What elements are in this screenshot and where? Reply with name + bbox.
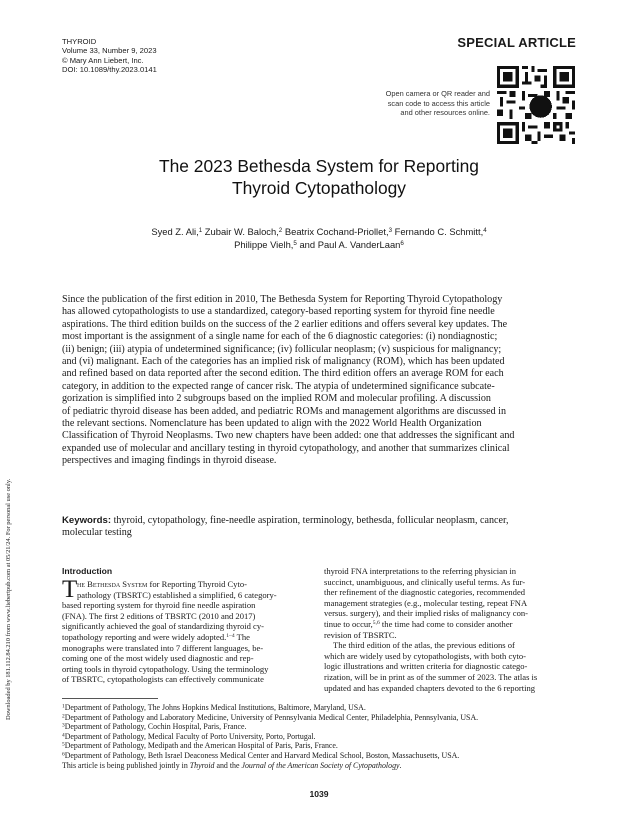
affiliation-item: [62, 713, 576, 723]
abstract-line: perspectives and imaging findings in thyroid disease.: [62, 455, 277, 467]
text-line: versus. surgery), and their implied risks of malignancy con-: [324, 608, 528, 619]
qr-note-line: Open camera or QR reader and: [385, 89, 490, 98]
article-type: SPECIAL ARTICLE: [457, 35, 576, 50]
author-affil-ref: 2: [278, 227, 283, 234]
author-name: Syed Z. Ali,: [151, 226, 199, 237]
text-fragment: the time had come to consider another: [379, 618, 513, 629]
journal-doi[interactable]: DOI: 10.1089/thy.2023.0141: [62, 65, 157, 75]
drop-cap: T: [62, 576, 78, 603]
author-list: [62, 226, 576, 251]
qr-note-line: scan code to access this article: [387, 98, 490, 108]
download-watermark: Downloaded by 181.112.84.210 from www.liebertpub.com at 05/21/24. For personal use only.: [5, 478, 12, 720]
text-line: logic illustrations and written criteria for diagnostic catego-: [324, 661, 528, 672]
title-line: Thyroid Cytopathology: [232, 177, 406, 198]
affiliations: [62, 703, 576, 770]
abstract-line: aspirations. The third edition builds on the success of the 2 earlier editions and offers several key updates. The: [62, 318, 508, 330]
journal-info: [62, 37, 157, 75]
affiliation-item: [62, 741, 576, 751]
text-line: updated and has expanded chapters devoted to the 6 reporting: [324, 682, 535, 693]
keywords: [62, 515, 576, 540]
author-affil-ref: 4: [483, 227, 487, 234]
journal-volume: Volume 33, Number 9, 2023: [62, 46, 157, 56]
text-fragment: for Reporting Thyroid Cyto-: [147, 579, 247, 589]
abstract-line: and refined based on data reported after the second edition. The third edition offers an average ROM for each: [62, 368, 504, 380]
affiliation-number: 2: [62, 713, 65, 719]
text-line: rization, will be in print as of the summer of 2023. The atlas is: [324, 671, 538, 682]
abstract-line: and (vi) malignant. Each of the categories has an implied risk of malignancy (ROM), which has been updated: [62, 356, 505, 368]
abstract-line: Classification of Thyroid Neoplasms. Two new chapters have been added: one that addresses the significant and: [62, 430, 515, 442]
affiliation-number: 6: [62, 751, 65, 758]
text-line: significantly achieved the goal of standardizing thyroid cy-: [62, 621, 264, 632]
text-line: [324, 640, 577, 651]
note-text: This article is being published jointly in: [62, 760, 190, 770]
abstract: [62, 294, 576, 468]
abstract-line: most important is the assignment of a single name for each of the 6 diagnostic categories: (i) nondiagnostic;: [62, 331, 498, 343]
journal-title: Journal of the American Society of Cytopathology: [241, 760, 400, 770]
affiliation-number: 3: [62, 722, 65, 729]
affiliation-text: Department of Pathology, The Johns Hopkins Medical Institutions, Baltimore, Maryland, USA.: [64, 703, 366, 712]
text-line: management strategies (e.g., molecular testing, repeat FNA: [324, 597, 528, 608]
text-fragment: The third edition of the atlas, the previous editions of: [333, 640, 515, 651]
affiliation-number: 1: [62, 703, 65, 710]
intro-column-right: [324, 566, 577, 693]
journal-title: Thyroid: [189, 760, 215, 770]
text-fragment: topathology reporting and were widely adopted.: [62, 631, 227, 642]
affiliation-item: [62, 751, 576, 761]
text-line: ther refinement of the diagnostic categories, recommended: [324, 587, 526, 598]
text-line: [62, 632, 315, 643]
text-line: orting tools in thyroid cytopathology. Using the terminology: [62, 663, 269, 674]
abstract-line: has allowed cytopathologists to use a standardized, category-based reporting system for thyroid fine needle: [62, 306, 495, 318]
keywords-line: [62, 515, 576, 527]
affiliation-text: Department of Pathology, Medical Faculty of Porto University, Porto, Portugal.: [64, 731, 316, 741]
text-line: succinct, unambiguous, and clinically useful terms. As fur-: [324, 576, 526, 587]
author-name: and Paul A. VanderLaan: [296, 238, 401, 250]
text-line: monographs were translated into 7 different languages, be-: [62, 642, 264, 653]
author-affil-ref: 6: [400, 239, 404, 247]
affiliation-number: 5: [62, 741, 65, 748]
abstract-line: expanded use of molecular and ancillary testing in thyroid cytopathology, and another that summarizes clinical: [62, 442, 510, 454]
qr-note: [350, 89, 490, 118]
qr-code-icon[interactable]: [497, 66, 575, 144]
text-fragment: tinue to occur,: [324, 618, 373, 629]
note-text: and the: [214, 760, 242, 770]
journal-name: THYROID: [62, 37, 97, 46]
keywords-text: thyroid, cytopathology, fine-needle aspiration, terminology, bethesda, follicular neoplasm, cancer,: [111, 515, 509, 526]
abstract-line: (ii) benign; (iii) atypia of undetermined significance; (iv) follicular neoplasm; (v) suspicious for malignancy;: [62, 343, 502, 355]
note-text: .: [399, 760, 402, 770]
text-line: (FNA). The first 2 editions of TBSRTC (2010 and 2017): [62, 610, 256, 621]
title-line: The 2023 Bethesda System for Reporting: [159, 156, 479, 176]
affiliation-item: [62, 722, 576, 732]
text-line: coming one of the most widely used diagnostic and rep-: [62, 653, 254, 664]
keywords-label: Keywords:: [62, 515, 112, 526]
affiliation-text: Department of Pathology, Cochin Hospital, Paris, France.: [64, 722, 247, 732]
text-line: which are widely used by cytopathologists, with both cyto-: [324, 650, 527, 661]
affiliation-text: Department of Pathology and Laboratory Medicine, University of Pennsylvania Medical Center, Philadelphia, Pennsylvania, USA.: [64, 712, 479, 722]
author-line: [62, 226, 576, 239]
page-number: 1039: [309, 789, 329, 799]
abstract-line: of pediatric thyroid disease has been added, and pediatric ROMs and management algorithms are discussed in: [62, 405, 506, 417]
qr-note-line: and other resources online.: [400, 108, 490, 118]
abstract-line: the relevant sections. Nomenclature has been updated to align with the 2022 World Health Organization: [62, 418, 482, 430]
text-line: [324, 619, 577, 630]
article-title: [62, 156, 576, 199]
intro-column-left: [62, 576, 315, 685]
text-line: based reporting system for thyroid fine needle aspiration: [62, 600, 256, 611]
abstract-line: category, in addition to the expected range of cancer risk. The atypia of undetermined significance subcate-: [62, 380, 495, 392]
abstract-line: gorization is simplified into 2 subgroups based on the implied ROM and molecular profiling. A discussion: [62, 393, 491, 405]
affiliation-item: [62, 703, 576, 713]
keywords-line: molecular testing: [62, 527, 132, 539]
author-affil-ref: 5: [293, 239, 297, 247]
journal-copyright: © Mary Ann Liebert, Inc.: [62, 55, 144, 65]
author-name: Fernando C. Schmitt,: [392, 226, 484, 237]
author-name: Philippe Vielh,: [234, 238, 294, 250]
affiliation-number: 4: [62, 732, 65, 739]
author-affil-ref: 1: [198, 227, 203, 234]
author-name: Zubair W. Baloch,: [202, 226, 279, 237]
citation-ref[interactable]: 5,6: [372, 619, 380, 626]
affiliation-text: Department of Pathology, Beth Israel Deaconess Medical Center and Harvard Medical School, Boston, Massachusetts, USA.: [64, 750, 460, 760]
section-heading-introduction: Introduction: [62, 566, 113, 576]
author-line: [62, 239, 576, 252]
text-line: pathology (TBSRTC) established a simplified, 6 category-: [77, 589, 277, 600]
text-line: revision of TBSRTC.: [324, 629, 397, 640]
joint-publication-note: [62, 761, 576, 771]
affiliation-text: Department of Pathology, Medipath and the American Hospital of Paris, Paris, France.: [64, 741, 338, 751]
abstract-line: Since the publication of the first edition in 2010, The Bethesda System for Reporting Thyroid Cytopathology: [62, 294, 503, 305]
author-name: Beatrix Cochand-Priollet,: [282, 226, 389, 237]
citation-ref[interactable]: 1–4: [226, 632, 235, 639]
text-line: of TBSRTC, cytopathologists can effectively communicate: [62, 674, 264, 685]
text-line: thyroid FNA interpretations to the referring physician in: [324, 566, 517, 576]
affiliation-item: [62, 732, 576, 742]
author-affil-ref: 3: [388, 227, 393, 234]
text-fragment: The: [234, 631, 250, 642]
small-caps-text: he Bethesda System: [77, 579, 148, 589]
footnote-divider: [62, 698, 158, 699]
